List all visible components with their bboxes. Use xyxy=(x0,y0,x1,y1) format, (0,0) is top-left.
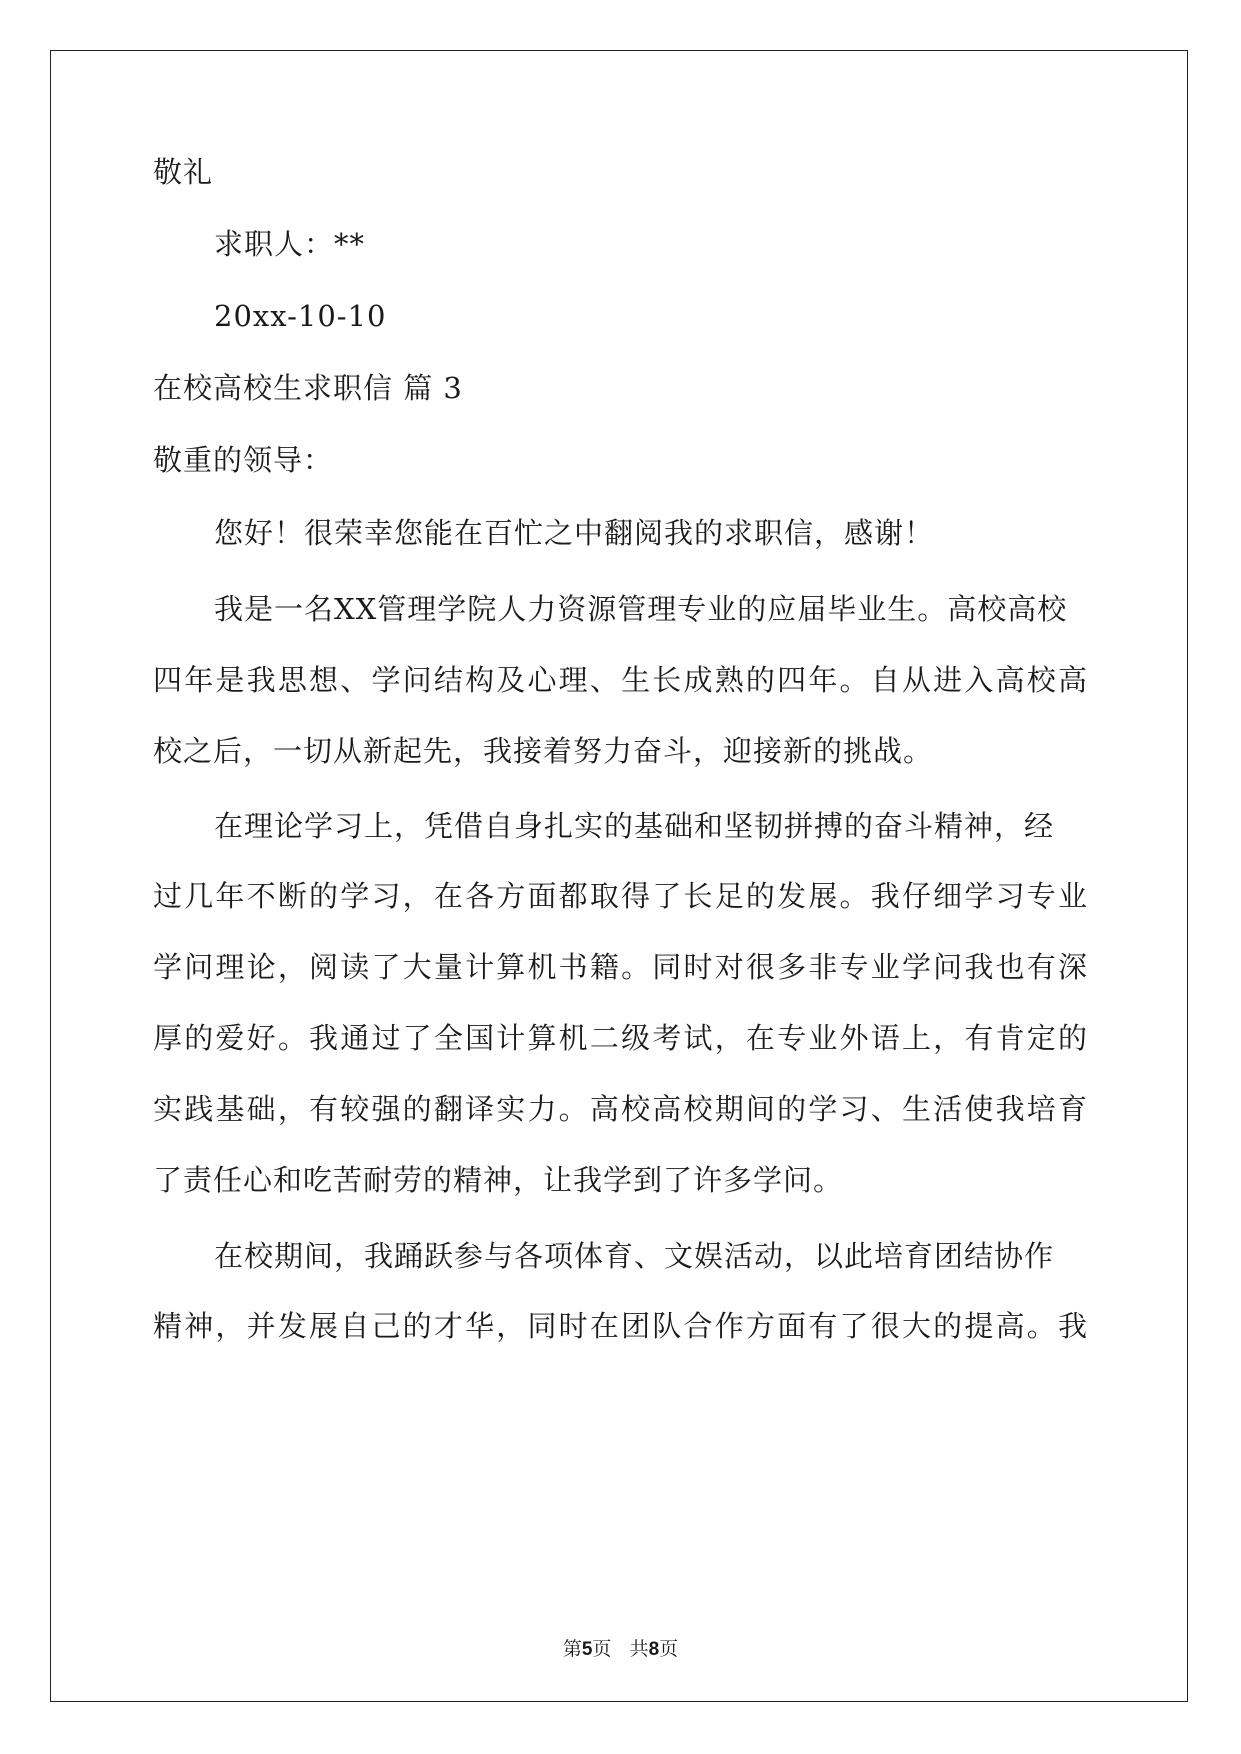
paragraph-line: 您好！很荣幸您能在百忙之中翻阅我的求职信，感谢！ xyxy=(214,516,935,550)
greeting: 敬重的领导： xyxy=(153,443,334,477)
section-heading: 在校高校生求职信 篇 3 xyxy=(153,371,463,405)
paragraph-line: 校之后，一切从新起先，我接着努力奋斗，迎接新的挑战。 xyxy=(153,734,934,768)
paragraph-line: 精神，并发展自己的才华，同时在团队合作方面有了很大的提高。我 xyxy=(153,1309,1088,1343)
letter-date: 20xx-10-10 xyxy=(214,299,387,333)
paragraph-line: 了责任心和吃苦耐劳的精神，让我学到了许多学问。 xyxy=(153,1163,844,1197)
total-prefix: 共 xyxy=(629,1638,649,1660)
paragraph-line: 过几年不断的学习，在各方面都取得了长足的发展。我仔细学习专业 xyxy=(153,879,1088,913)
paragraph-line: 在理论学习上，凭借自身扎实的基础和坚韧拼搏的奋斗精神，经 xyxy=(214,809,1055,843)
page-suffix: 页 xyxy=(592,1638,612,1660)
page-prefix: 第 xyxy=(562,1638,582,1660)
page-footer xyxy=(0,1636,1241,1663)
paragraph-line: 学问理论，阅读了大量计算机书籍。同时对很多非专业学问我也有深 xyxy=(153,950,1088,984)
paragraph-line: 在校期间，我踊跃参与各项体育、文娱活动，以此培育团结协作 xyxy=(214,1239,1055,1273)
paragraph-line: 我是一名XX管理学院人力资源管理专业的应届毕业生。高校高校 xyxy=(214,592,1068,626)
closing-salutation: 敬礼 xyxy=(153,155,214,189)
page-number: 5 xyxy=(581,1639,593,1660)
paragraph-line: 厚的爱好。我通过了全国计算机二级考试，在专业外语上，有肯定的 xyxy=(153,1021,1088,1055)
applicant-signature: 求职人：** xyxy=(214,227,366,261)
total-suffix: 页 xyxy=(659,1638,679,1660)
total-pages: 8 xyxy=(648,1639,660,1660)
paragraph-line: 四年是我思想、学问结构及心理、生长成熟的四年。自从进入高校高 xyxy=(153,663,1088,697)
paragraph-line: 实践基础，有较强的翻译实力。高校高校期间的学习、生活使我培育 xyxy=(153,1092,1088,1126)
